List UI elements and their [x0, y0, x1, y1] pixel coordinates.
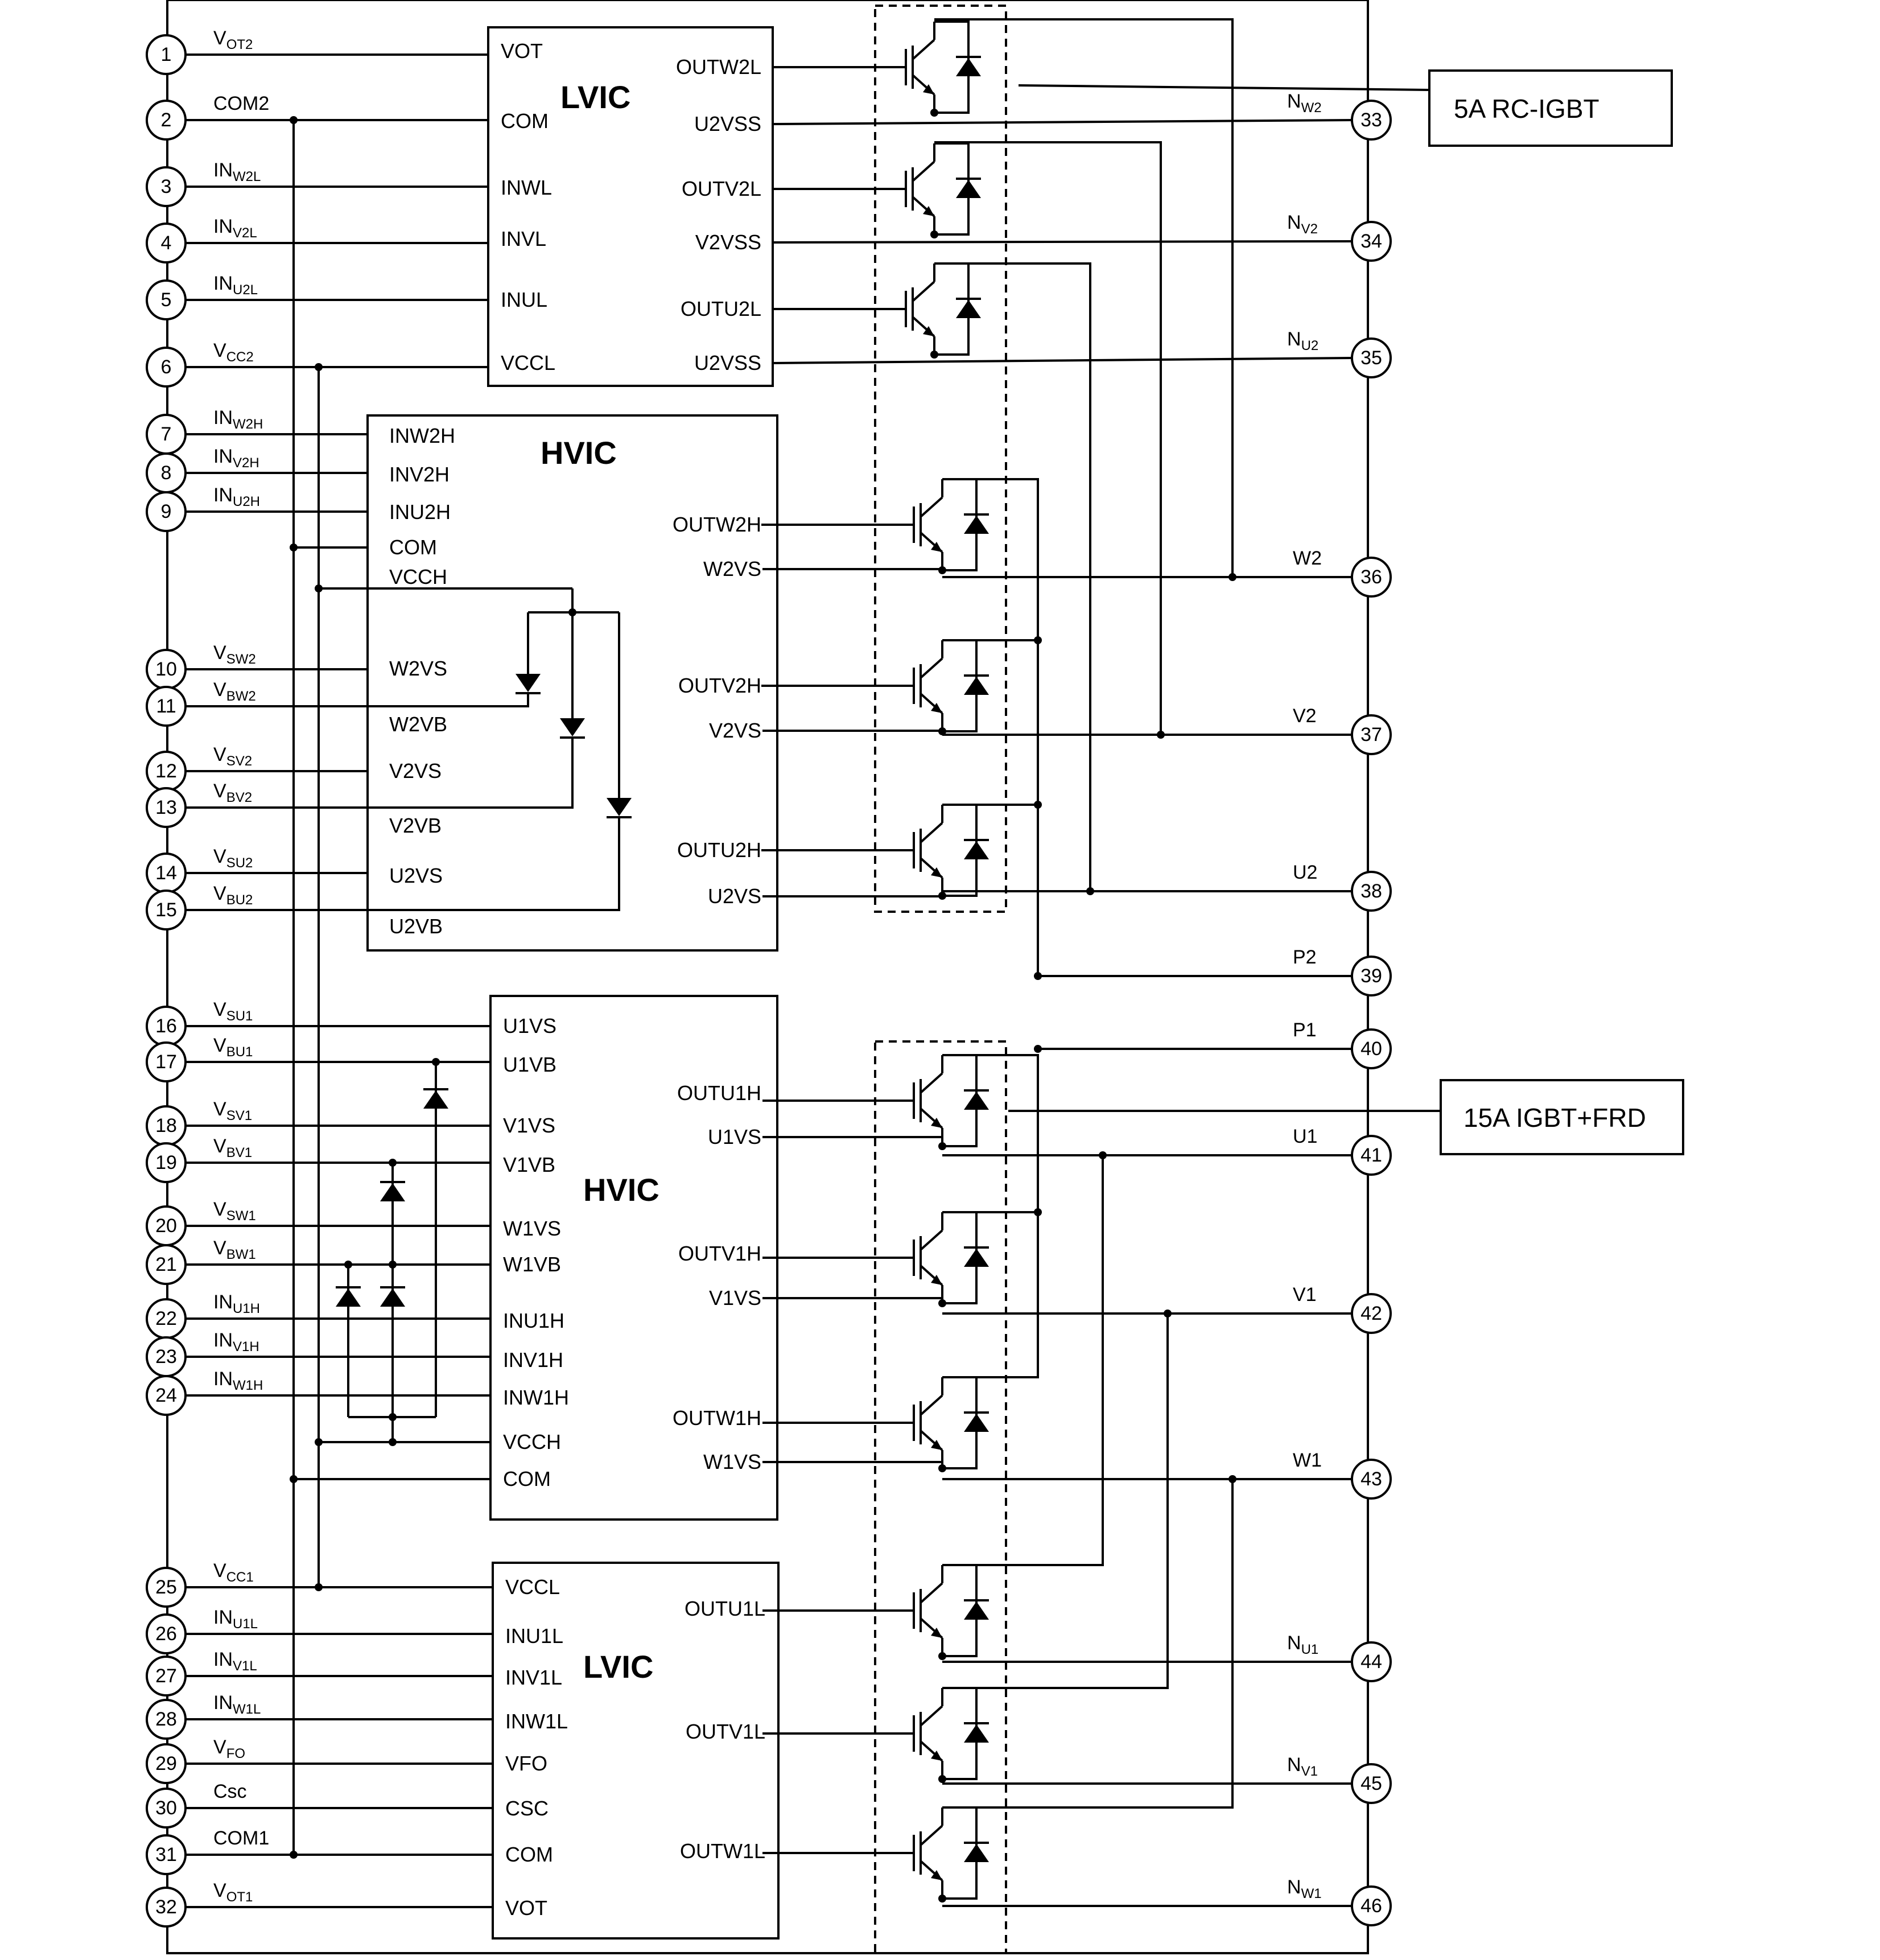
port-label: OUTW1L — [679, 1839, 765, 1863]
freewheel-diode — [964, 1249, 989, 1267]
port-label: OUTW1H — [673, 1406, 761, 1430]
junction-dot — [1034, 636, 1042, 644]
port-label: W1VS — [503, 1217, 562, 1240]
junction-dot — [1034, 972, 1042, 980]
pin-number: 24 — [155, 1385, 177, 1406]
pin-number: 44 — [1360, 1651, 1382, 1673]
port-label: VCCH — [389, 565, 448, 588]
collector-lead — [921, 823, 942, 842]
port-label: CSC — [505, 1797, 549, 1820]
collector-lead — [921, 658, 942, 678]
pin-signal-4: $IN_{V2L}$ — [213, 216, 257, 241]
freewheel-diode — [964, 1844, 989, 1862]
collector-lead — [913, 40, 934, 59]
pin-signal-15: $V_{BU2}$ — [213, 883, 253, 908]
collector-lead — [921, 1583, 942, 1603]
pin-number: 13 — [155, 797, 177, 818]
junction-dot — [938, 727, 946, 735]
port-label: VOT — [505, 1896, 548, 1920]
p1-bus — [942, 1055, 1038, 1377]
freewheel-diode — [964, 1724, 989, 1743]
igbt-top-5 — [890, 805, 989, 900]
lvic-top-block — [488, 27, 773, 386]
port-label: OUTU1L — [684, 1597, 765, 1620]
port-label: COM — [389, 536, 437, 559]
freewheel-diode — [964, 1414, 989, 1432]
pin-signal-14: $V_{SU2}$ — [213, 846, 253, 871]
junction-dot — [938, 1775, 946, 1783]
pin-signal-45: $N_{V1}$ — [1287, 1754, 1318, 1779]
pin-number: 12 — [155, 760, 177, 782]
junction-dot — [432, 1058, 440, 1066]
pin-number: 37 — [1360, 724, 1382, 746]
pin-signal-22: $IN_{U1H}$ — [213, 1291, 261, 1316]
pin-number: 39 — [1360, 965, 1382, 987]
pin-signal-19: $V_{BV1}$ — [213, 1135, 253, 1160]
port-label: OUTU1H — [677, 1081, 761, 1105]
port-label: U2VSS — [694, 112, 761, 135]
port-label: U2VSS — [694, 351, 761, 374]
pin-number: 41 — [1360, 1144, 1382, 1166]
port-label: COM — [501, 109, 549, 133]
phase-u1-wire — [942, 1155, 1103, 1565]
pin-number: 9 — [160, 501, 172, 522]
freewheel-diode — [964, 677, 989, 695]
port-label: W1VS — [703, 1450, 761, 1473]
pin-number: 21 — [155, 1254, 177, 1275]
pin-number: 25 — [155, 1576, 177, 1598]
igbt-top-0 — [882, 22, 981, 117]
port-label: U2VS — [707, 884, 761, 908]
nw2-wire — [773, 120, 1352, 124]
port-label: V1VS — [503, 1114, 556, 1137]
pin-signal-20: $V_{SW1}$ — [213, 1199, 256, 1224]
pin-number: 6 — [160, 356, 172, 378]
port-label: U1VS — [503, 1014, 557, 1037]
pin-number: 10 — [155, 658, 177, 680]
pin-signal-30: Csc — [213, 1781, 247, 1802]
pin-number: 28 — [155, 1708, 177, 1730]
freewheel-diode — [956, 58, 981, 76]
pin-number: 16 — [155, 1015, 177, 1037]
pin-number: 7 — [160, 423, 172, 445]
pin-signal-36: W2 — [1293, 547, 1322, 569]
port-label: VFO — [505, 1752, 548, 1775]
igbt-frd-group — [875, 1041, 1006, 1953]
igbt-bottom-2 — [890, 1377, 989, 1472]
igbt-bottom-1 — [890, 1212, 989, 1307]
collector-lead — [921, 1826, 942, 1845]
hvic-bottom-block — [490, 996, 777, 1520]
pin-number: 27 — [155, 1665, 177, 1687]
collector-lead — [921, 1395, 942, 1415]
pin-number: 34 — [1360, 230, 1382, 252]
port-label: INW1L — [505, 1710, 568, 1733]
junction-dot — [1228, 573, 1236, 581]
pin-signal-32: $V_{OT1}$ — [213, 1880, 253, 1905]
pin-signal-40: P1 — [1293, 1019, 1317, 1041]
lvic-bottom-block — [493, 1563, 778, 1938]
junction-dot — [930, 230, 938, 238]
port-label: OUTU2H — [677, 838, 761, 862]
port-label: INU1H — [503, 1309, 565, 1332]
port-label: INV2H — [389, 463, 450, 486]
igbt-top-3 — [890, 479, 989, 574]
port-label: V2VS — [389, 759, 442, 783]
port-label: INU2H — [389, 500, 451, 524]
pin-number: 4 — [160, 232, 172, 254]
bootstrap-diode — [380, 1183, 405, 1201]
pin-signal-34: $N_{V2}$ — [1287, 212, 1318, 237]
nv2-wire — [773, 241, 1352, 242]
pin-number: 31 — [155, 1844, 177, 1866]
bootstrap-diode — [336, 1288, 361, 1307]
collector-lead — [913, 162, 934, 181]
pin-number: 22 — [155, 1308, 177, 1329]
junction-dot — [315, 363, 323, 371]
port-label: INW1H — [503, 1386, 569, 1409]
pin-signal-28: $IN_{W1L}$ — [213, 1692, 261, 1717]
pin-number: 17 — [155, 1051, 177, 1073]
pin-number: 38 — [1360, 880, 1382, 902]
port-label: INU1L — [505, 1624, 564, 1648]
pin-signal-29: $V_{FO}$ — [213, 1736, 246, 1761]
junction-dot — [1086, 887, 1094, 895]
pin-signal-6: $V_{CC2}$ — [213, 340, 254, 365]
collector-lead — [921, 1073, 942, 1093]
pin-signal-3: $IN_{W2L}$ — [213, 159, 261, 184]
pin-number: 11 — [156, 695, 176, 717]
junction-dot — [1034, 1045, 1042, 1053]
igbt-top-2 — [882, 263, 981, 359]
pin-signal-17: $V_{BU1}$ — [213, 1035, 253, 1060]
nu2-wire — [773, 358, 1352, 363]
igbt-frd-label: 15A IGBT+FRD — [1463, 1103, 1646, 1133]
port-label: OUTV2L — [681, 177, 761, 200]
port-label: U2VS — [389, 864, 443, 887]
port-label: VCCL — [501, 351, 556, 374]
lvic-top-title: LVIC — [560, 79, 631, 115]
port-label: INVL — [501, 227, 547, 250]
pin-number: 43 — [1360, 1468, 1382, 1490]
junction-dot — [389, 1159, 397, 1167]
pin-number: 3 — [160, 176, 172, 197]
pin-signal-12: $V_{SV2}$ — [213, 744, 253, 769]
pin-number: 23 — [155, 1346, 177, 1368]
port-label: OUTV2H — [678, 674, 761, 697]
junction-dot — [1099, 1151, 1107, 1159]
pin-number: 30 — [155, 1797, 177, 1819]
junction-dot — [1228, 1475, 1236, 1483]
port-label: V2VSS — [695, 230, 761, 254]
port-label: OUTV1L — [685, 1720, 765, 1743]
pin-signal-18: $V_{SV1}$ — [213, 1098, 253, 1123]
junction-dot — [389, 1438, 397, 1446]
port-label: U1VS — [707, 1125, 761, 1148]
port-label: U2VB — [389, 915, 443, 938]
port-label: INWL — [501, 176, 552, 199]
port-label: COM — [503, 1467, 551, 1490]
junction-dot — [1164, 1310, 1172, 1317]
pin-number: 19 — [155, 1152, 177, 1173]
lvic-bottom-title: LVIC — [583, 1649, 654, 1685]
pin-signal-43: W1 — [1293, 1450, 1322, 1471]
port-label: V1VB — [503, 1153, 556, 1176]
pin-signal-38: U2 — [1293, 862, 1318, 883]
port-label: W2VB — [389, 713, 448, 736]
pin-number: 5 — [160, 289, 172, 311]
junction-dot — [938, 566, 946, 574]
junction-dot — [938, 892, 946, 900]
pin-signal-27: $IN_{V1L}$ — [213, 1649, 257, 1674]
bootstrap-diode — [423, 1090, 448, 1109]
pin-number: 2 — [160, 109, 172, 131]
pin-number: 36 — [1360, 566, 1382, 588]
pin-number: 42 — [1360, 1303, 1382, 1324]
port-label: VCCL — [505, 1575, 560, 1599]
pin-signal-35: $N_{U2}$ — [1287, 328, 1319, 353]
port-label: COM — [505, 1843, 553, 1866]
freewheel-diode — [964, 1092, 989, 1110]
rc-igbt-label: 5A RC-IGBT — [1454, 94, 1599, 123]
pin-signal-24: $IN_{W1H}$ — [213, 1368, 263, 1393]
junction-dot — [938, 1895, 946, 1903]
junction-dot — [344, 1261, 352, 1269]
port-label: OUTU2L — [680, 297, 761, 320]
pin-number: 26 — [155, 1623, 177, 1645]
pin-signal-1: $V_{OT2}$ — [213, 27, 253, 52]
port-label: W1VB — [503, 1253, 562, 1276]
pin-signal-10: $V_{SW2}$ — [213, 642, 256, 667]
junction-dot — [938, 1652, 946, 1660]
collector-lead — [913, 282, 934, 301]
igbt-bottom-5 — [890, 1807, 989, 1903]
port-label: V2VS — [708, 719, 761, 742]
port-label: V2VB — [389, 814, 442, 837]
pin-number: 40 — [1360, 1038, 1382, 1060]
pin-number: 14 — [155, 862, 177, 884]
igbt-bottom-3 — [890, 1565, 989, 1660]
pin-number: 45 — [1360, 1773, 1382, 1794]
port-label: INV1L — [505, 1666, 563, 1689]
collector-lead — [921, 497, 942, 517]
igbt-frd-callout — [1008, 1080, 1683, 1154]
junction-dot — [930, 109, 938, 117]
igbt-bottom-4 — [890, 1688, 989, 1783]
junction-dot — [938, 1464, 946, 1472]
pin-signal-39: P2 — [1293, 946, 1317, 968]
pin-signal-13: $V_{BV2}$ — [213, 780, 253, 805]
pin-signal-5: $IN_{U2L}$ — [213, 273, 258, 298]
port-label: OUTV1H — [678, 1242, 761, 1265]
pin-number: 15 — [155, 899, 177, 921]
hvic-top-title: HVIC — [541, 435, 617, 471]
freewheel-diode — [956, 300, 981, 318]
pin-signal-16: $V_{SU1}$ — [213, 999, 253, 1024]
port-label: INUL — [501, 288, 548, 311]
freewheel-diode — [964, 841, 989, 859]
pin-number: 18 — [155, 1115, 177, 1137]
pin-signal-44: $N_{U1}$ — [1287, 1632, 1319, 1657]
pin-signal-46: $N_{W1}$ — [1287, 1876, 1322, 1901]
pin-signal-25: $V_{CC1}$ — [213, 1560, 254, 1585]
pin-number: 29 — [155, 1753, 177, 1774]
junction-dot — [315, 1583, 323, 1591]
pin-signal-37: V2 — [1293, 705, 1317, 727]
pin-number: 46 — [1360, 1895, 1382, 1917]
pin-signal-26: $IN_{U1L}$ — [213, 1607, 258, 1632]
igbt-bottom-0 — [890, 1055, 989, 1150]
igbt-top-1 — [882, 143, 981, 238]
junction-dot — [1157, 731, 1165, 739]
pin-signal-31: COM1 — [213, 1827, 270, 1849]
pin-signal-33: $N_{W2}$ — [1287, 90, 1322, 116]
pin-number: 1 — [160, 44, 172, 65]
igbt-top-4 — [890, 640, 989, 735]
port-label: INW2H — [389, 424, 455, 447]
pin-signal-21: $V_{BW1}$ — [213, 1237, 256, 1262]
pin-number: 35 — [1360, 347, 1382, 369]
pin-number: 32 — [155, 1896, 177, 1918]
port-label: OUTW2L — [675, 55, 761, 79]
port-label: INV1H — [503, 1348, 564, 1372]
port-label: VCCH — [503, 1430, 562, 1453]
port-label: W2VS — [389, 657, 448, 680]
freewheel-diode — [964, 516, 989, 534]
freewheel-diode — [964, 1601, 989, 1620]
junction-dot — [290, 1851, 298, 1859]
pin-signal-7: $IN_{W2H}$ — [213, 407, 263, 432]
pin-signal-9: $IN_{U2H}$ — [213, 484, 261, 509]
junction-dot — [930, 351, 938, 359]
junction-dot — [938, 1299, 946, 1307]
port-label: VOT — [501, 39, 543, 63]
junction-dot — [1034, 801, 1042, 809]
hvic-bottom-title: HVIC — [583, 1172, 659, 1208]
pin-number: 20 — [155, 1215, 177, 1237]
pin-signal-23: $IN_{V1H}$ — [213, 1329, 259, 1354]
freewheel-diode — [956, 180, 981, 198]
port-label: W2VS — [703, 557, 761, 580]
pin-signal-2: COM2 — [213, 93, 270, 114]
p2-bus — [942, 479, 1038, 976]
junction-dot — [938, 1142, 946, 1150]
port-label: OUTW2H — [673, 513, 761, 536]
pin-signal-42: V1 — [1293, 1284, 1317, 1306]
rc-igbt-callout — [1019, 71, 1672, 146]
pin-number: 33 — [1360, 109, 1382, 131]
phase-w1-wire — [942, 1479, 1232, 1807]
pin-signal-41: U1 — [1293, 1126, 1318, 1147]
port-label: V1VS — [708, 1286, 761, 1310]
collector-lead — [921, 1230, 942, 1250]
pin-number: 8 — [160, 462, 172, 484]
junction-dot — [290, 116, 298, 124]
pin-signal-8: $IN_{V2H}$ — [213, 446, 259, 471]
collector-lead — [921, 1706, 942, 1726]
port-label: U1VB — [503, 1053, 557, 1076]
pin-signal-11: $V_{BW2}$ — [213, 679, 256, 704]
